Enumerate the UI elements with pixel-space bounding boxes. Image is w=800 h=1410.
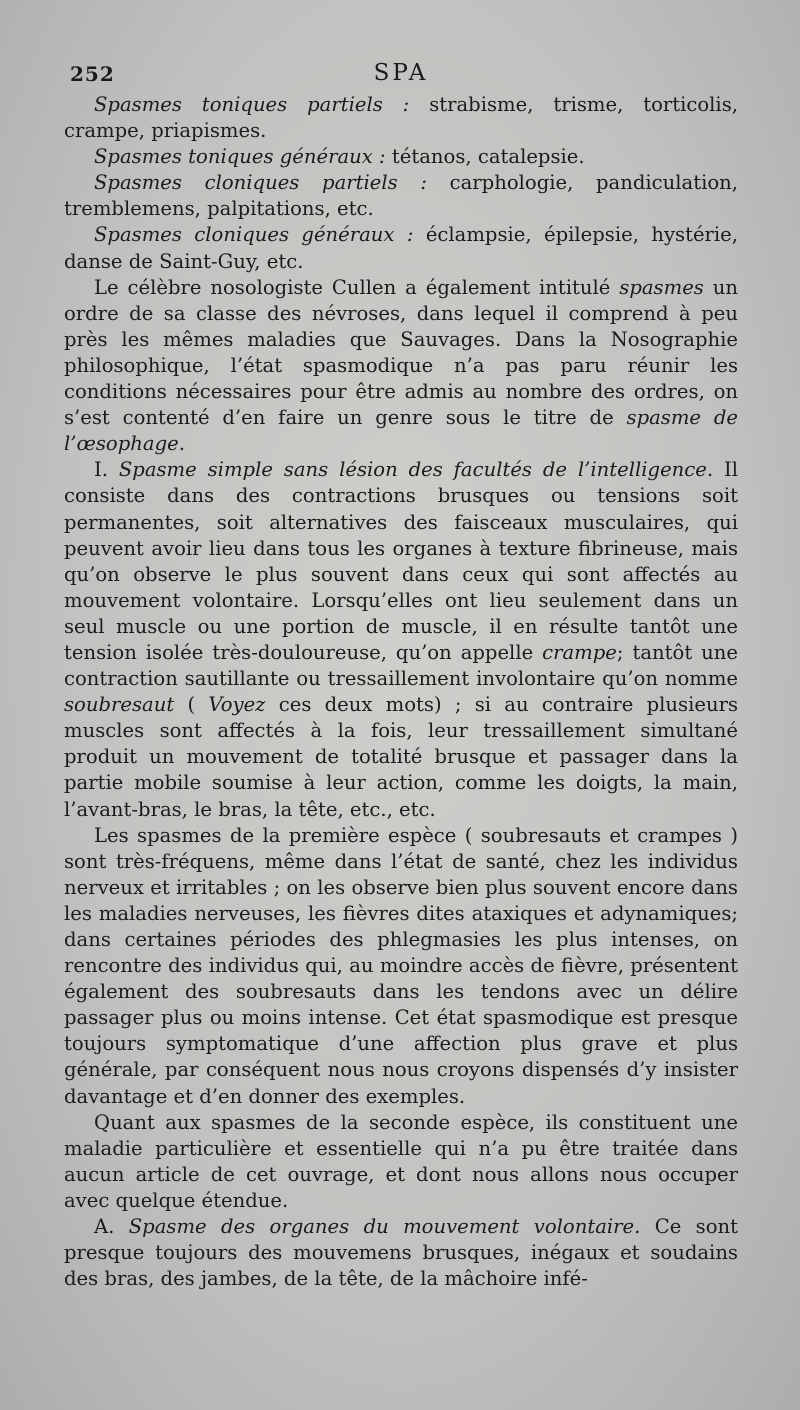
italic-text: Spasme des organes du mouvement volontaire. — [128, 1215, 641, 1239]
italic-text: spasme de l’œsophage. — [64, 406, 738, 456]
italic-text: Spasme simple sans lésion des facultés de l’intelligence. — [118, 458, 714, 482]
text-run: Il consiste dans des contractions brusques ou tensions soit permanentes, soit alternatives des faisceaux musculaires, qui peuvent avoir lieu dans tous les organes à texture fibrineuse, mais qu’on observe le plus souvent dans ceux qui sont affectés au mouvement volontaire. Lorsqu’elles ont lieu seulement dans un seul muscle ou une portion de muscle, il en résulte tantôt une tension isolée très-douloureuse, qu’on appelle — [64, 458, 738, 664]
page-number: 252 — [70, 62, 115, 86]
page-header — [66, 58, 736, 92]
running-head: SPA — [373, 60, 429, 86]
text-run: tétanos, catalepsie. — [385, 145, 585, 169]
text-run: ( — [174, 693, 209, 717]
italic-text: Spasmes toniques généraux : — [94, 145, 386, 169]
paragraph-p7 — [64, 823, 738, 1110]
text-run: ; tantôt une contraction sautillante ou tressaillement involontaire qu’on nomme — [64, 640, 738, 691]
paragraph-p6 — [64, 457, 738, 822]
text-run: Quant aux spasmes de la seconde espèce, ils constituent une maladie particulière et essentielle qui n’a pu être traitée dans aucun article de cet ouvrage, et dont nous allons nous occuper avec quelque étendue. — [64, 1110, 738, 1212]
paragraph-p4 — [64, 222, 738, 274]
body-text — [64, 92, 738, 1292]
text-run: carphologie, pandiculation, tremblemens, palpitations, etc. — [64, 171, 738, 221]
paragraph-p1 — [64, 92, 738, 144]
paragraph-p3 — [64, 170, 738, 222]
text-run: Ce sont presque toujours des mouvemens brusques, inégaux et soudains des bras, des jambes, de la tête, de la mâchoire infé- — [64, 1215, 739, 1291]
text-run: Le célèbre nosologiste Cullen a également intitulé — [94, 275, 620, 299]
text-run: strabisme, trisme, torticolis, crampe, priapismes. — [64, 93, 738, 143]
italic-text: spasmes — [619, 275, 704, 299]
italic-text: crampe — [542, 640, 617, 664]
paragraph-p9 — [64, 1214, 738, 1292]
paragraph-p5 — [64, 275, 738, 458]
italic-text: Voyez — [208, 693, 266, 717]
text-run: ces deux mots) ; si au contraire plusieurs muscles sont affectés à la fois, leur tressaillement simultané produit un mouvement de totalité brusque et passager dans la partie mobile soumise à leur action, comme les doigts, la main, l’avant-bras, le bras, la tête, etc., etc. — [64, 693, 738, 821]
italic-text: Spasmes cloniques partiels : — [94, 171, 427, 195]
paragraph-p2 — [64, 144, 738, 170]
text-run: A. — [94, 1215, 129, 1239]
text-run: éclampsie, épilepsie, hystérie, danse de Saint-Guy, etc. — [64, 223, 738, 273]
italic-text: soubresaut — [64, 693, 175, 717]
text-run: I. — [94, 458, 119, 482]
italic-text: Spasmes toniques partiels : — [94, 93, 410, 116]
text-run: Les spasmes de la première espèce ( soubresauts et crampes ) sont très-fréquens, même dans l’état de santé, chez les individus nerveux et irritables ; on les observe bien plus souvent encore dans les maladies nerveuses, les fièvres dites ataxiques et adynamiques; dans certaines périodes des phlegmasies les plus intenses, on rencontre des individus qui, au moindre accès de fièvre, présentent également des soubresauts dans les tendons avec un délire passager plus ou moins intense. Cet état spasmodique est presque toujours symptomatique d’une affection plus grave et plus générale, par conséquent nous nous croyons dispensés d’y insister davantage et d’en donner des exemples. — [64, 823, 738, 1108]
paragraph-p8 — [64, 1110, 738, 1214]
text-run: un ordre de sa classe des névroses, dans lequel il comprend à peu près les mêmes maladies que Sauvages. Dans la Nosographie philosophique, l’état spasmodique n’a pas paru réunir les conditions nécessaires pour être admis au nombre des ordres, on s’est contenté d’en faire un genre sous le titre de — [64, 275, 738, 430]
italic-text: Spasmes cloniques généraux : — [94, 223, 414, 247]
